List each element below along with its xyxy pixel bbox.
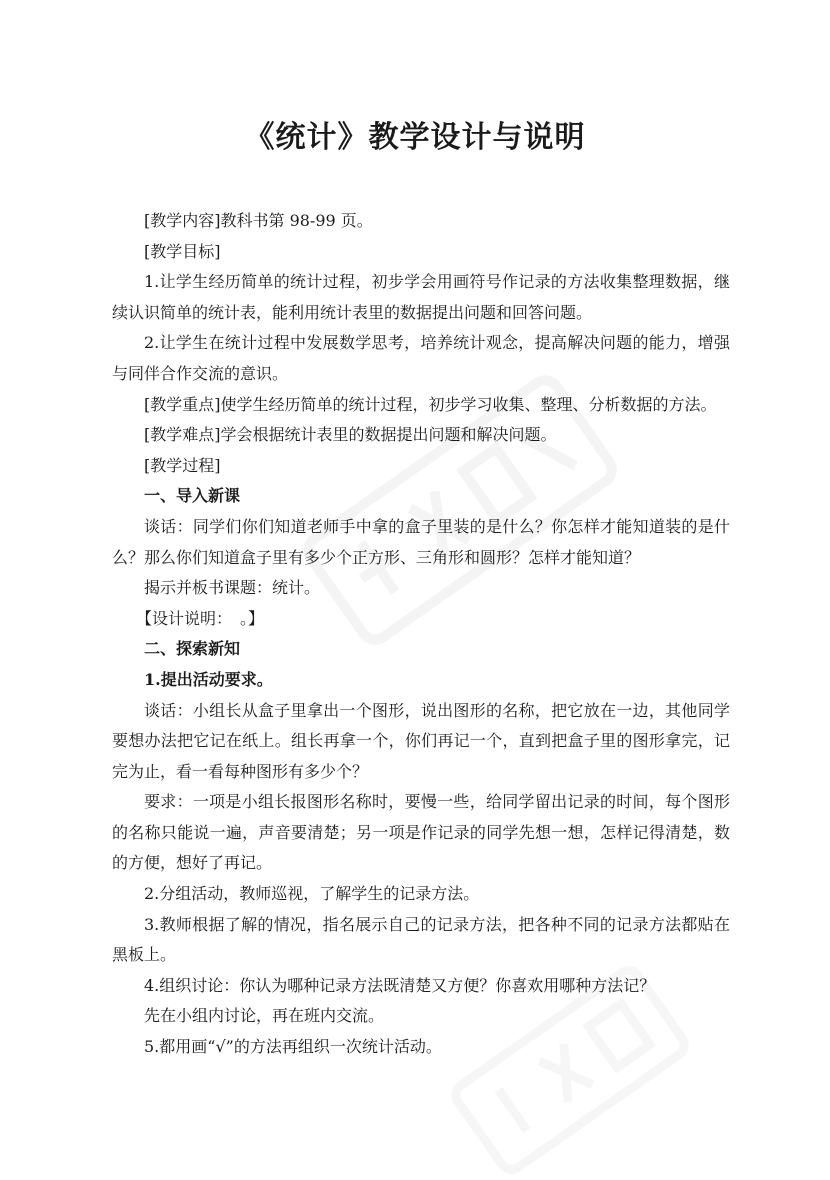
paragraph-teaching-content: [教学内容]教科书第 98-99 页。 xyxy=(144,211,373,230)
paragraph-step-2: 2.分组活动，教师巡视，了解学生的记录方法。 xyxy=(144,884,480,904)
subheading-activity-requirements: 1.提出活动要求。 xyxy=(144,669,273,689)
paragraph-intro-talk: 谈话：同学们你们知道老师手中拿的盒子里装的是什么？你怎样才能知道装的是什么？那么你们知道盒子里有多少个正方形、三角形和圆形？怎样才能知道？ xyxy=(112,516,730,567)
paragraph-difficulties: [教学难点]学会根据统计表里的数据提出问题和解决问题。 xyxy=(144,425,557,445)
paragraph-teaching-goals-heading: [教学目标] xyxy=(144,241,221,261)
document-body xyxy=(112,206,730,1063)
section-heading-intro: 一、导入新课 xyxy=(144,486,241,506)
paragraph-step-4: 4.组织讨论：你认为哪种记录方法既清楚又方便？你喜欢用哪种方法记？ xyxy=(144,975,656,995)
paragraph-requirements: 要求：一项是小组长报图形名称时，要慢一些，给同学留出记录的时间，每个图形的名称只能说一遍，声音要清楚；另一项是作记录的同学先想一想，怎样记得清楚，数的方便，想好了再记。 xyxy=(112,792,730,873)
paragraph-goal-2: 2.让学生在统计过程中发展数学思考，培养统计观念，提高解决问题的能力，增强与同伴合作交流的意识。 xyxy=(112,333,730,383)
paragraph-process-heading: [教学过程] xyxy=(144,455,221,475)
paragraph-step-3: 3.教师根据了解的情况，指名展示自己的记录方法，把各种不同的记录方法都贴在黑板上。 xyxy=(112,914,730,965)
paragraph-group-discussion: 先在小组内讨论，再在班内交流。 xyxy=(144,1006,385,1026)
paragraph-design-note: 【设计说明： 。】 xyxy=(136,608,265,628)
paragraph-activity-talk: 谈话：小组长从盒子里拿出一个图形，说出图形的名称，把它放在一边，其他同学要想办法把它记在纸上。组长再拿一个，你们再记一个，直到把盒子里的图形拿完，记完为止，看一看每种图形有多少个？ xyxy=(112,700,730,781)
page-title: 《统计》教学设计与说明 xyxy=(244,120,586,155)
paragraph-key-points: [教学重点]使学生经历简单的统计过程，初步学习收集、整理、分析数据的方法。 xyxy=(144,394,717,414)
paragraph-goal-1: 1.让学生经历简单的统计过程，初步学会用画符号作记录的方法收集整理数据，继续认识简单的统计表，能利用统计表里的数据提出问题和回答问题。 xyxy=(112,272,730,322)
paragraph-reveal-topic: 揭示并板书课题：统计。 xyxy=(144,578,321,598)
paragraph-step-5: 5.都用画“√”的方法再组织一次统计活动。 xyxy=(144,1037,442,1057)
section-heading-explore: 二、探索新知 xyxy=(144,639,241,659)
